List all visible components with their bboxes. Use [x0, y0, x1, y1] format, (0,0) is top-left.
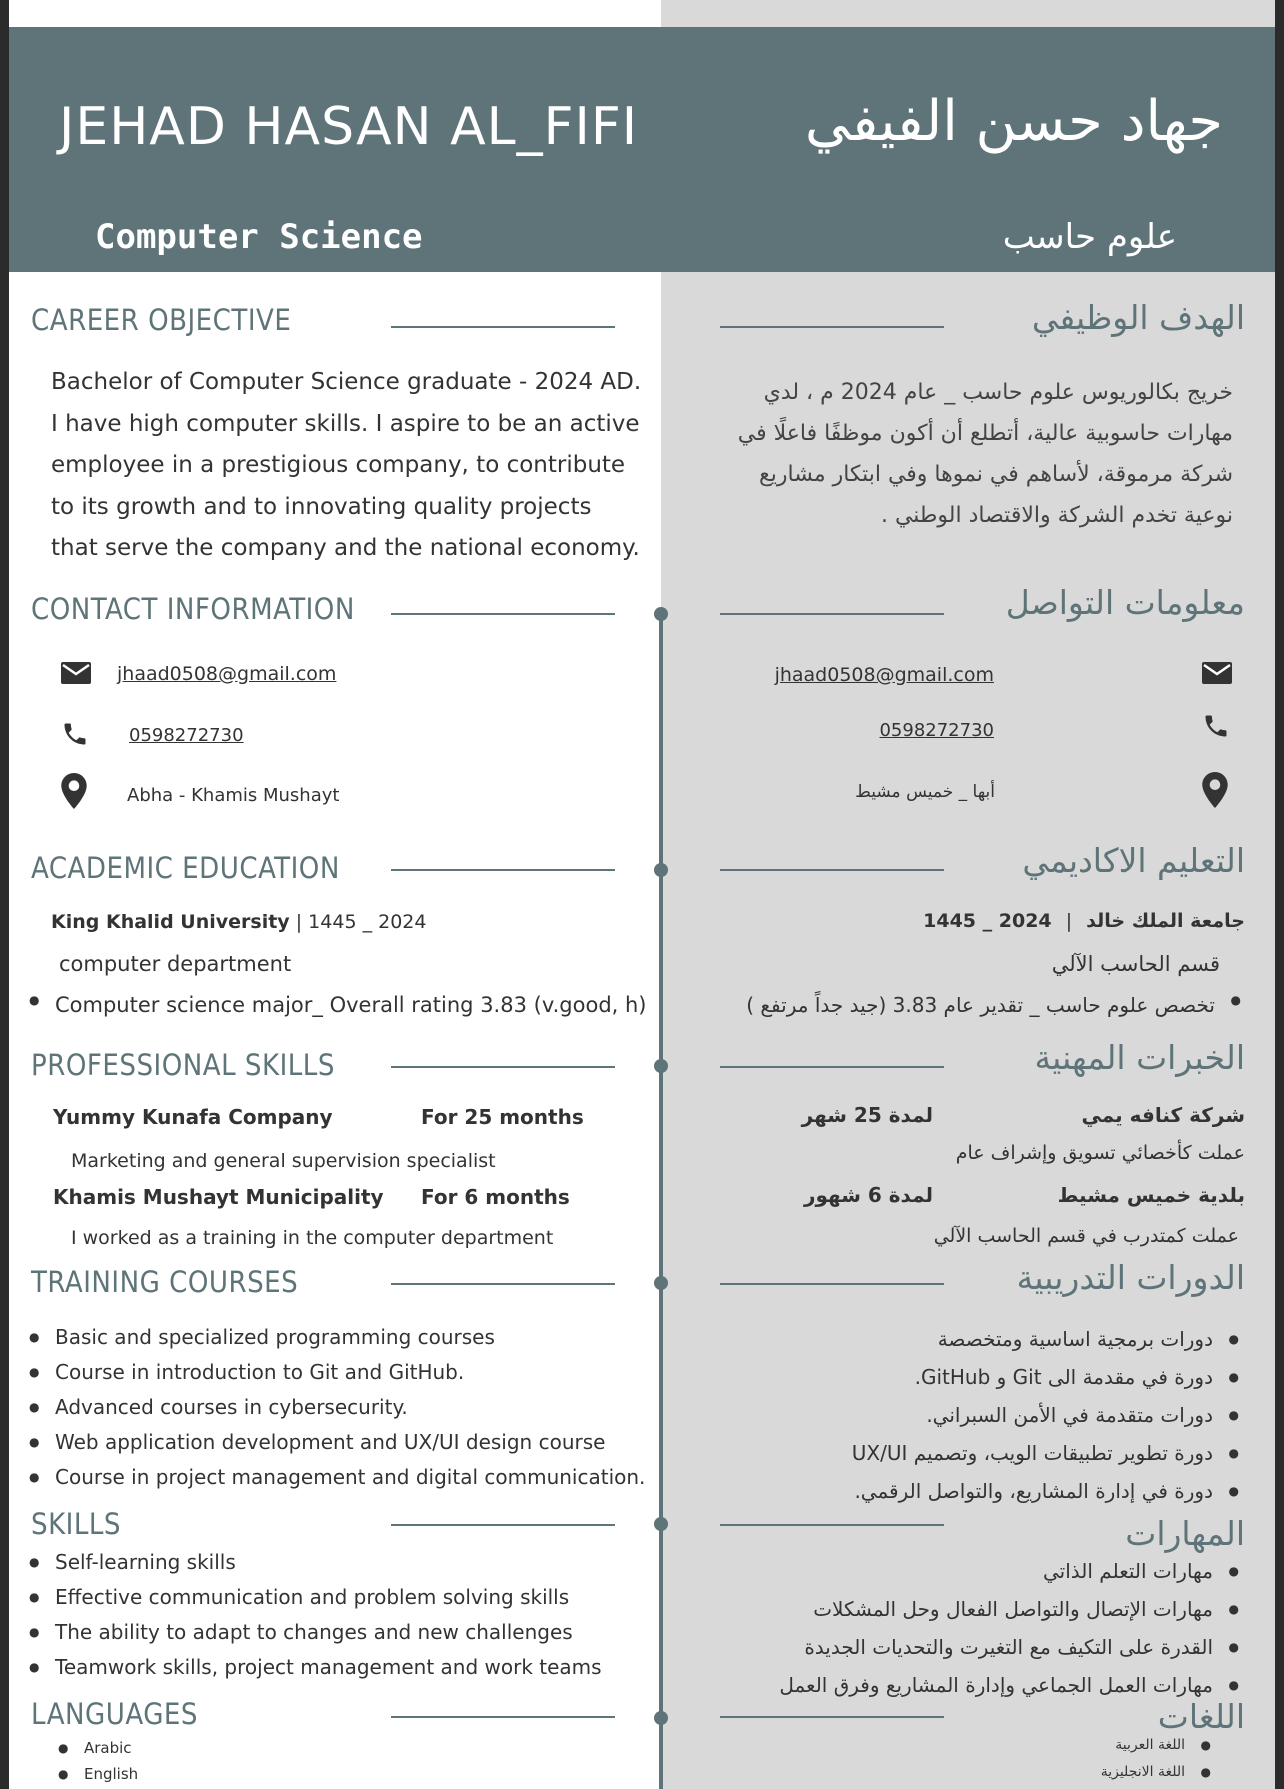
divider-line	[391, 613, 615, 615]
list-item: ● Basic and specialized programming courses	[25, 1320, 645, 1355]
divider-line	[391, 1066, 615, 1068]
objective-line: Bachelor of Computer Science graduate - 2024 AD.	[51, 369, 642, 395]
name-arabic: جهاد حسن الفيفي	[804, 89, 1223, 154]
list-item: ● مهارات التعلم الذاتي	[779, 1552, 1243, 1590]
list-item: ● مهارات العمل الجماعي وإدارة المشاريع وفرق العمل	[779, 1666, 1243, 1704]
university-years-en: | 1445 _ 2024	[295, 911, 427, 933]
languages-list-ar	[1101, 1732, 1215, 1786]
objective-line: نوعية تخدم الشركة والاقتصاد الوطني .	[880, 503, 1233, 528]
separator: |	[1065, 910, 1073, 932]
university-ar	[923, 910, 1245, 932]
phone-link-ar[interactable]: 0598272730	[879, 720, 994, 741]
company-en: Yummy Kunafa Company	[53, 1105, 333, 1129]
location-en: Abha - Khamis Mushayt	[127, 785, 340, 806]
divider-line	[391, 1524, 615, 1526]
company-ar: بلدية خميس مشيط	[1057, 1183, 1245, 1207]
list-item: ● دورة في إدارة المشاريع، والتواصل الرقمي.	[852, 1472, 1243, 1510]
courses-heading-ar: الدورات التدريبية	[1016, 1258, 1245, 1297]
header-banner	[9, 27, 1275, 272]
divider-line	[720, 1716, 944, 1718]
company-ar: شركة كنافه يمي	[1081, 1103, 1245, 1127]
job-description-ar: عملت كمتدرب في قسم الحاسب الآلي	[933, 1225, 1239, 1247]
university-name-ar: جامعة الملك خالد	[1086, 910, 1245, 932]
list-item: ● مهارات الإتصال والتواصل الفعال وحل المشكلات	[779, 1590, 1243, 1628]
university-years-ar: 2024 _ 1445	[923, 910, 1052, 932]
job-description-en: Marketing and general supervision specialist	[71, 1150, 496, 1172]
list-item: ● Course in project management and digital communication.	[25, 1460, 645, 1495]
list-item: ● Course in introduction to Git and GitHub.	[25, 1355, 645, 1390]
courses-list-ar	[852, 1320, 1243, 1510]
objective-text-ar	[673, 372, 1233, 536]
duration-ar: لمدة 6 شهور	[803, 1183, 933, 1207]
timeline-dot	[654, 1059, 668, 1073]
divider-line	[720, 1283, 944, 1285]
envelope-icon	[1202, 662, 1232, 684]
university-en	[51, 911, 426, 933]
department-en: computer department	[59, 952, 292, 976]
job-description-ar: عملت كأخصائي تسويق وإشراف عام	[955, 1142, 1245, 1164]
courses-heading-en: TRAINING COURSES	[31, 1265, 299, 1299]
email-link-ar[interactable]: jhaad0508@gmail.com	[774, 664, 994, 686]
list-item: ● Arabic	[54, 1735, 138, 1761]
courses-list-en	[25, 1320, 645, 1495]
envelope-icon	[61, 662, 91, 684]
timeline-dot	[654, 863, 668, 877]
list-item: ● تخصص علوم حاسب _ تقدير عام 3.83 (جيد جداً مرتفع )	[746, 993, 1245, 1017]
phone-icon	[61, 720, 89, 748]
list-item: ● دورات متقدمة في الأمن السبراني.	[852, 1396, 1243, 1434]
name-english: JEHAD HASAN AL_FIFI	[59, 97, 639, 157]
duration-en: For 25 months	[421, 1105, 584, 1129]
timeline-dot	[654, 1517, 668, 1531]
list-item: ● دورة في مقدمة الى Git و GitHub.	[852, 1358, 1243, 1396]
objective-line: شركة مرموقة، لأساهم في نموها وفي ابتكار مشاريع	[759, 462, 1233, 487]
objective-line: to its growth and to innovating quality projects	[51, 493, 592, 520]
list-item: ● Computer science major_ Overall rating 3.83 (v.good, h)	[25, 993, 647, 1017]
university-name-en: King Khalid University	[51, 911, 290, 933]
timeline-dot	[654, 1711, 668, 1725]
phone-icon	[1202, 712, 1230, 740]
divider-line	[391, 1716, 615, 1718]
objective-text-en	[51, 362, 661, 570]
divider-line	[720, 869, 944, 871]
location-pin-icon	[61, 773, 87, 809]
job-description-en: I worked as a training in the computer department	[71, 1227, 554, 1249]
location-pin-icon	[1202, 772, 1228, 808]
list-item: ● Web application development and UX/UI design course	[25, 1425, 645, 1460]
objective-line: I have high computer skills. I aspire to be an active	[51, 410, 640, 437]
education-list-ar	[746, 993, 1245, 1017]
skills-heading-en: SKILLS	[31, 1507, 121, 1541]
timeline-dot	[654, 1276, 668, 1290]
languages-heading-en: LANGUAGES	[31, 1697, 198, 1731]
experience-heading-en: PROFESSIONAL SKILLS	[31, 1048, 335, 1082]
major-english: Computer Science	[95, 217, 423, 257]
duration-ar: لمدة 25 شهر	[801, 1103, 933, 1127]
divider-line	[720, 326, 944, 328]
list-item: ● اللغة الانجليزية	[1101, 1759, 1215, 1786]
skills-list-en	[25, 1545, 602, 1685]
location-ar: أبها _ خميس مشيط	[855, 782, 995, 802]
education-list-en	[25, 993, 647, 1017]
objective-line: employee in a prestigious company, to contribute	[51, 452, 626, 478]
list-item: ● دورات برمجية اساسية ومتخصصة	[852, 1320, 1243, 1358]
education-heading-ar: التعليم الاكاديمي	[1022, 841, 1245, 880]
resume-page	[9, 0, 1275, 1789]
divider-line	[391, 326, 615, 328]
timeline-dot	[654, 607, 668, 621]
center-timeline	[659, 612, 663, 1789]
list-item: ● اللغة العربية	[1101, 1732, 1215, 1759]
divider-line	[391, 1283, 615, 1285]
divider-line	[720, 613, 944, 615]
phone-link-en[interactable]: 0598272730	[129, 725, 244, 746]
contact-heading-ar: معلومات التواصل	[1005, 583, 1245, 622]
languages-list-en	[54, 1735, 138, 1787]
education-heading-en: ACADEMIC EDUCATION	[31, 851, 340, 885]
divider-line	[720, 1524, 944, 1526]
skills-heading-ar: المهارات	[1125, 1514, 1245, 1553]
objective-line: that serve the company and the national economy.	[51, 535, 640, 561]
list-item: ● دورة تطوير تطبيقات الويب، وتصميم UX/UI	[852, 1434, 1243, 1472]
list-item: ● القدرة على التكيف مع التغيرت والتحديات الجديدة	[779, 1628, 1243, 1666]
list-item: ● Teamwork skills, project management and work teams	[25, 1650, 602, 1685]
objective-line: خريج بكالوريوس علوم حاسب _ عام 2024 م ، لدي	[763, 380, 1233, 405]
company-en: Khamis Mushayt Municipality	[53, 1185, 384, 1209]
contact-heading-en: CONTACT INFORMATION	[31, 592, 355, 626]
objective-heading-en: CAREER OBJECTIVE	[31, 303, 292, 337]
duration-en: For 6 months	[421, 1185, 570, 1209]
list-item: ● English	[54, 1761, 138, 1787]
objective-heading-ar: الهدف الوظيفي	[1031, 298, 1245, 337]
major-arabic: علوم حاسب	[1002, 217, 1177, 257]
languages-heading-ar: اللغات	[1157, 1697, 1245, 1736]
divider-line	[720, 1066, 944, 1068]
list-item: ● Advanced courses in cybersecurity.	[25, 1390, 645, 1425]
list-item: ● Self-learning skills	[25, 1545, 602, 1580]
experience-heading-ar: الخبرات المهنية	[1034, 1038, 1245, 1077]
email-link-en[interactable]: jhaad0508@gmail.com	[117, 663, 337, 685]
list-item: ● The ability to adapt to changes and new challenges	[25, 1615, 602, 1650]
department-ar: قسم الحاسب الآلي	[1051, 952, 1220, 976]
list-item: ● Effective communication and problem solving skills	[25, 1580, 602, 1615]
divider-line	[391, 869, 615, 871]
objective-line: مهارات حاسوبية عالية، أتطلع أن أكون موظفًا فاعلًا في	[737, 421, 1233, 446]
skills-list-ar	[779, 1552, 1243, 1704]
